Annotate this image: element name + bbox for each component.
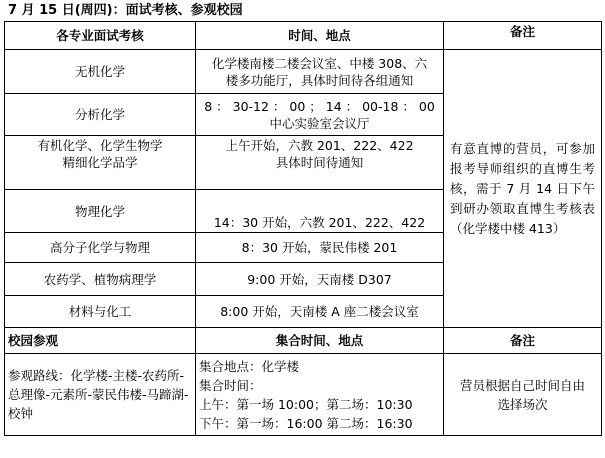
schedule-table — [4, 21, 602, 436]
day-heading: 7 月 15 日(周四)：面试考核、参观校园 — [8, 3, 243, 18]
time-place-cell: 8 ： 30-12 ： 00 ； 14 ： 00-18 ： 00 中心实验室会议厅 — [196, 94, 444, 136]
time-place-cell: 上午开始，六教 201、222、422 具体时间待通知 — [196, 136, 444, 190]
tour-row — [5, 354, 602, 436]
major-cell: 材料与化工 — [5, 296, 196, 328]
tour-place: 集合地点：化学楼 — [199, 358, 300, 374]
time-place-cell: 14：30 开始，六教 201、222、422 — [196, 190, 444, 233]
major-cell: 农药学、植物病理学 — [5, 263, 196, 296]
time-place-cell: 8：30 开始，蒙民伟楼 201 — [196, 233, 444, 263]
major-cell: 物理化学 — [5, 190, 196, 233]
tour-afternoon-sessions: 下午：第一场：16:00 第二场：16:30 — [199, 415, 413, 431]
tour-header-row — [5, 328, 602, 354]
interview-notes-header: 备注 — [444, 22, 602, 50]
tour-note: 营员根据自己时间自由选择场次 — [444, 354, 602, 436]
tour-notes-header: 备注 — [444, 328, 602, 354]
tour-header: 校园参观 — [5, 328, 196, 354]
major-cell: 有机化学、化学生物学 精细化学品学 — [5, 136, 196, 190]
time-place-cell: 9:00 开始，天南楼 D307 — [196, 263, 444, 296]
tour-morning-sessions: 上午：第一场 10:00；第二场：10:30 — [199, 396, 413, 412]
tour-time-place — [196, 354, 444, 436]
interview-header-row — [5, 22, 602, 50]
major-cell: 分析化学 — [5, 94, 196, 136]
time-place-cell: 化学楼南楼二楼会议室、中楼 308、六 楼多功能厅，具体时间待各组通知 — [196, 50, 444, 94]
tour-time-header: 集合时间、地点 — [196, 328, 444, 354]
interview-note: 有意直博的营员，可参加报考导师组织的直博生考核，需于 7 月 14 日下午到研办领取直博生考核表（化学楼中楼 413） — [444, 50, 602, 328]
interview-major-header: 各专业面试考核 — [5, 22, 196, 50]
tour-time-label: 集合时间： — [199, 377, 262, 393]
interview-time-header: 时间、地点 — [196, 22, 444, 50]
tour-route: 参观路线：化学楼-主楼-农药所-总理像-元素所-蒙民伟楼-马蹄湖-校钟 — [5, 354, 196, 436]
table-row — [5, 50, 602, 94]
major-cell: 高分子化学与物理 — [5, 233, 196, 263]
major-cell: 无机化学 — [5, 50, 196, 94]
time-place-cell: 8:00 开始，天南楼 A 座二楼会议室 — [196, 296, 444, 328]
